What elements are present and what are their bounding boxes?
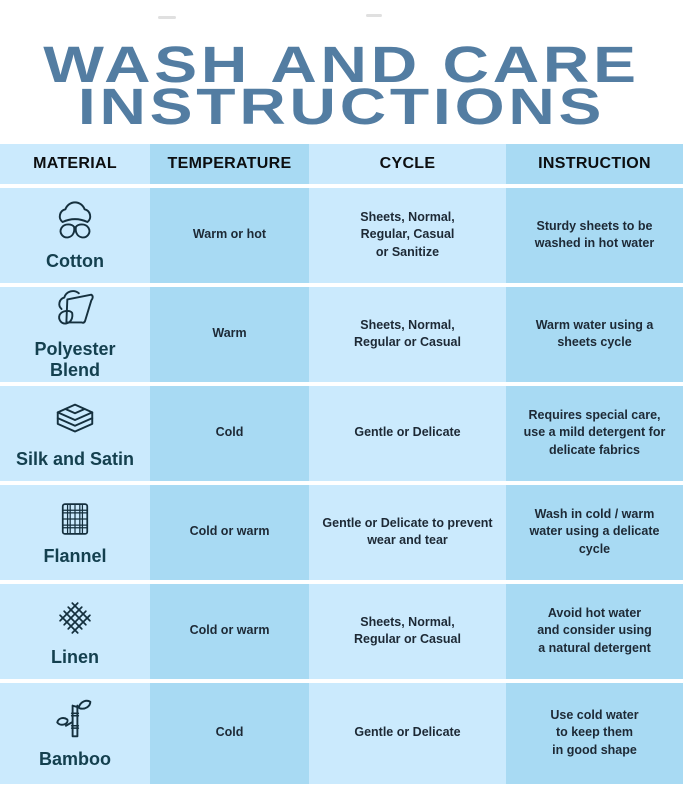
material-label: Bamboo (39, 748, 111, 769)
page-title-line2: INSTRUCTIONS (77, 77, 606, 135)
material-label: Linen (51, 646, 99, 667)
material-cell-polyester-blend (0, 287, 150, 382)
material-label: Cotton (46, 250, 104, 271)
bamboo-icon (52, 697, 98, 743)
cycle-cell: Gentle or Delicate (309, 386, 506, 481)
stray-smudge (366, 14, 382, 17)
material-label: Silk and Satin (15, 448, 135, 469)
cycle-cell: Sheets, Normal, Regular or Casual (309, 584, 506, 679)
temperature-cell: Cold (150, 683, 309, 784)
column-header-cycle: CYCLE (309, 144, 506, 184)
cycle-cell: Gentle or Delicate to prevent wear and tear (309, 485, 506, 580)
instruction-cell: Warm water using a sheets cycle (506, 287, 683, 382)
temperature-cell: Warm (150, 287, 309, 382)
temperature-cell: Cold (150, 386, 309, 481)
instruction-cell: Requires special care, use a mild detergent for delicate fabrics (506, 386, 683, 481)
material-cell-bamboo (0, 683, 150, 784)
cycle-cell: Gentle or Delicate (309, 683, 506, 784)
instruction-cell: Avoid hot water and consider using a natural detergent (506, 584, 683, 679)
silk-satin-icon (51, 397, 99, 443)
instruction-cell: Wash in cold / warm water using a delicate cycle (506, 485, 683, 580)
material-cell-flannel (0, 485, 150, 580)
material-cell-silk-satin (0, 386, 150, 481)
cycle-cell: Sheets, Normal, Regular, Casual or Sanitize (309, 188, 506, 283)
polyester-blend-icon (52, 287, 98, 333)
material-cell-cotton (0, 188, 150, 283)
instruction-cell: Sturdy sheets to be washed in hot water (506, 188, 683, 283)
temperature-cell: Cold or warm (150, 485, 309, 580)
page-title (0, 36, 683, 135)
cycle-cell: Sheets, Normal, Regular or Casual (309, 287, 506, 382)
column-header-instruction: INSTRUCTION (506, 144, 683, 184)
column-header-temperature: TEMPERATURE (150, 144, 309, 184)
page-title-line1: WASH AND CARE (43, 36, 640, 93)
stray-smudge (158, 16, 176, 19)
instruction-cell: Use cold water to keep them in good shape (506, 683, 683, 784)
material-label: Polyester Blend (34, 339, 116, 381)
material-cell-linen (0, 584, 150, 679)
material-label: Flannel (43, 545, 107, 566)
temperature-cell: Warm or hot (150, 188, 309, 283)
linen-icon (52, 595, 98, 641)
cotton-icon (52, 199, 98, 245)
care-table (0, 144, 683, 784)
temperature-cell: Cold or warm (150, 584, 309, 679)
column-header-material: MATERIAL (0, 144, 150, 184)
flannel-icon (54, 498, 96, 540)
